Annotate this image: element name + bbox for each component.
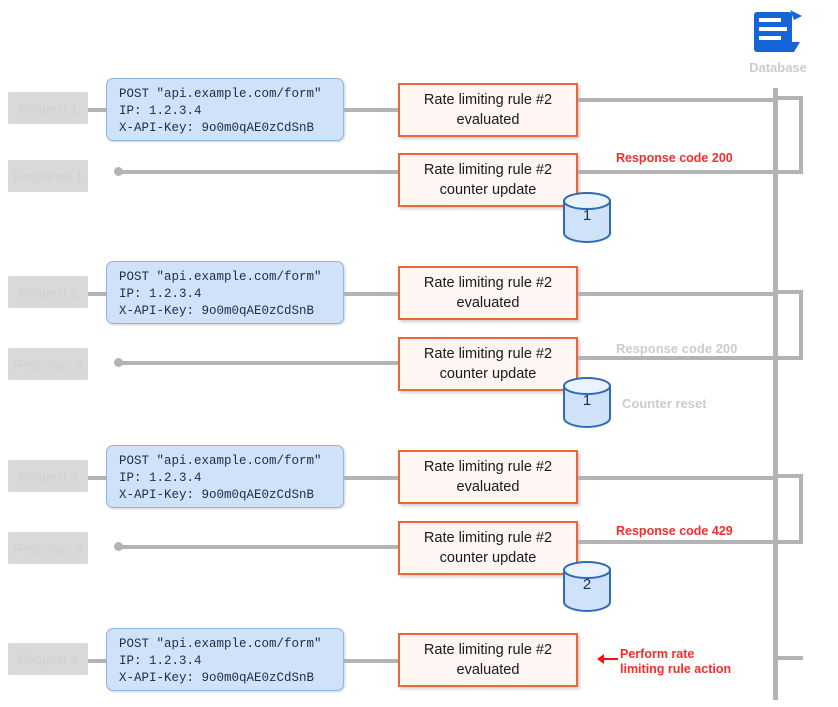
rule-box-2-line1: Rate limiting rule #2 (423, 162, 553, 178)
rule-box-2-line2: counter update (439, 182, 537, 198)
spine-branch-9 (778, 540, 803, 544)
http-request-box-2: POST "api.example.com/form" IP: 1.2.3.4 X-API-Key: 9o0m0qAE0zCdSnB (106, 261, 344, 324)
counter-value-2: 1 (582, 392, 592, 409)
rule-box-1-line2: evaluated (456, 112, 520, 128)
spine-branch-2 (799, 96, 803, 174)
row2-connector-spine (578, 170, 774, 174)
row6-connector (122, 545, 398, 549)
request-label-6: Response 3 (8, 532, 88, 564)
rule-box-3 (398, 266, 578, 320)
rule-box-7-line2: evaluated (456, 662, 520, 678)
rule-box-6-line1: Rate limiting rule #2 (423, 530, 553, 546)
annotation-response-1: Response code 200 (616, 151, 733, 165)
annotation-response-2: Response code 200 (616, 341, 738, 356)
annotation-counter-reset: Counter reset (622, 396, 707, 411)
http-request-box-4: POST "api.example.com/form" IP: 1.2.3.4 X-API-Key: 9o0m0qAE0zCdSnB (106, 628, 344, 691)
rule-box-7-line1: Rate limiting rule #2 (423, 642, 553, 658)
row1-connector-rule (344, 108, 398, 112)
rule-box-2 (398, 153, 578, 207)
action-arrow-icon (596, 652, 618, 671)
row3-connector-rule (344, 292, 398, 296)
row6-connector-spine (578, 540, 774, 544)
spine-branch-10 (778, 656, 803, 660)
rule-box-5-line1: Rate limiting rule #2 (423, 459, 553, 475)
rule-box-6 (398, 521, 578, 575)
row4-connector-spine (578, 356, 774, 360)
request-label-3: Request 2 (8, 276, 88, 308)
request-label-4: Response 2 (8, 348, 88, 380)
database-icon (750, 8, 806, 65)
rule-box-6-line2: counter update (439, 550, 537, 566)
rule-box-5-line2: evaluated (456, 479, 520, 495)
spine-branch-5 (799, 290, 803, 360)
counter-value-1: 1 (582, 207, 592, 224)
rule-box-4 (398, 337, 578, 391)
rule-box-3-line2: evaluated (456, 295, 520, 311)
annotation-rule-action: Perform rate limiting rule action (620, 647, 732, 676)
rule-box-1-line1: Rate limiting rule #2 (423, 92, 553, 108)
row1-connector-spine (578, 98, 774, 102)
request-label-2: Response 1 (8, 160, 88, 192)
spine-branch-8 (799, 474, 803, 544)
spine-branch-6 (778, 356, 803, 360)
request-label-1: Request 1 (8, 92, 88, 124)
row3-connector-spine (578, 292, 774, 296)
rule-box-1 (398, 83, 578, 137)
counter-cylinder-2 (562, 376, 612, 428)
rule-box-7 (398, 633, 578, 687)
row5-connector-rule (344, 476, 398, 480)
rule-box-3-line1: Rate limiting rule #2 (423, 275, 553, 291)
spine-branch-3 (778, 170, 803, 174)
counter-value-3: 2 (582, 576, 592, 593)
row5-connector-spine (578, 476, 774, 480)
rule-box-4-line2: counter update (439, 366, 537, 382)
database-label: Database (749, 60, 807, 75)
request-label-7: Request 4 (8, 643, 88, 675)
row4-connector (122, 361, 398, 365)
request-label-5: Request 3 (8, 460, 88, 492)
http-request-box-3: POST "api.example.com/form" IP: 1.2.3.4 X-API-Key: 9o0m0qAE0zCdSnB (106, 445, 344, 508)
counter-cylinder-3 (562, 560, 612, 612)
row7-connector-rule (344, 659, 398, 663)
http-request-box-1: POST "api.example.com/form" IP: 1.2.3.4 X-API-Key: 9o0m0qAE0zCdSnB (106, 78, 344, 141)
annotation-response-3: Response code 429 (616, 524, 733, 538)
row2-connector (122, 170, 398, 174)
counter-cylinder-1 (562, 191, 612, 243)
rule-box-4-line1: Rate limiting rule #2 (423, 346, 553, 362)
rule-box-5 (398, 450, 578, 504)
timeline-spine (773, 88, 778, 700)
